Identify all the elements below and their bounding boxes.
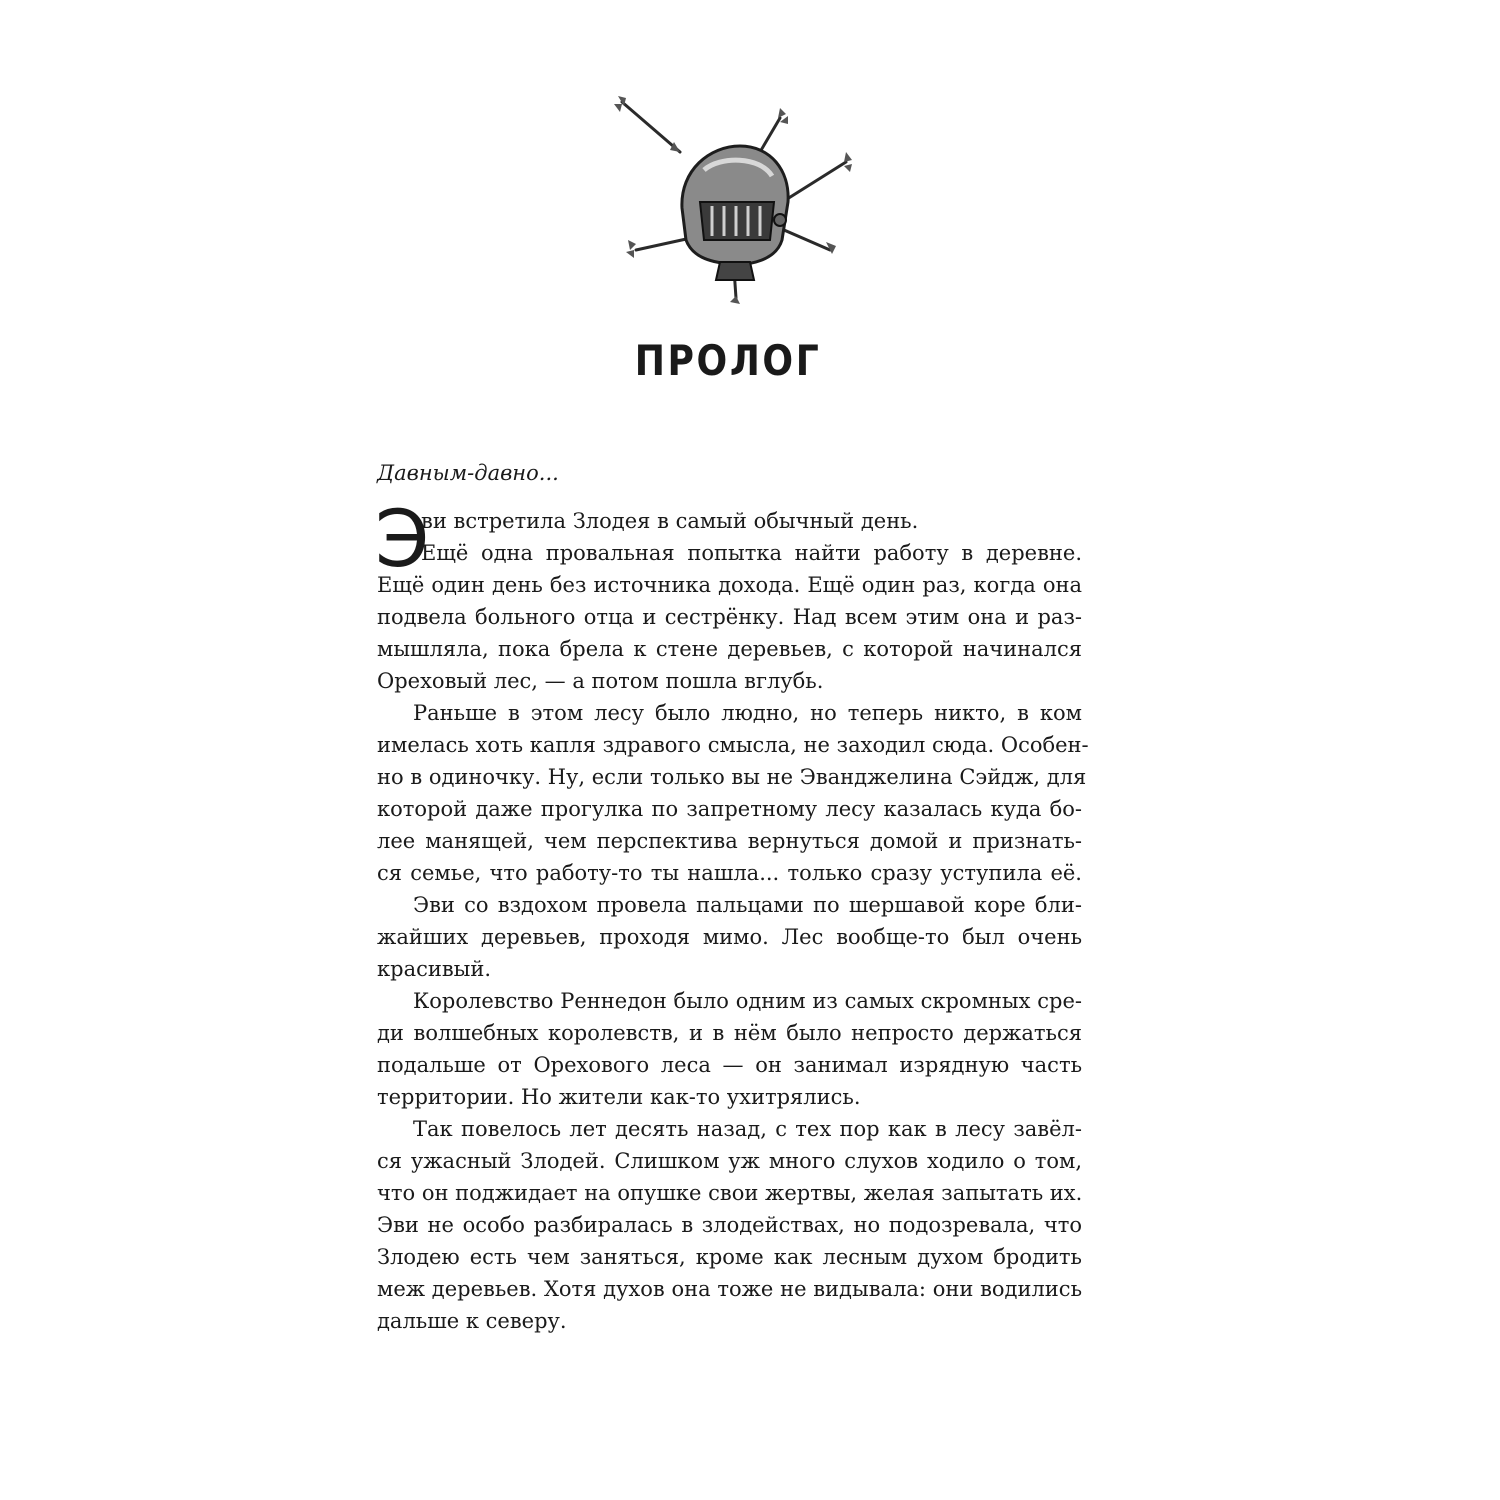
text-line: жайших деревьев, проходя мимо. Лес вообще-то был очень [377, 925, 1082, 949]
text-lines [375, 495, 1089, 1337]
text-line: Королевство Реннедон было одним из самых скромных сре- [413, 989, 1082, 1013]
text-line: ди волшебных королевств, и в нём было непросто держаться [377, 1021, 1082, 1045]
text-line: Ещё одна провальная попытка найти работу в деревне. [421, 541, 1082, 565]
text-line: Злодею есть чем заняться, кроме как лесным духом бродить [377, 1245, 1082, 1269]
paragraph-first [375, 495, 1089, 1337]
page-body [375, 457, 1089, 1337]
text-line: лее манящей, чем перспектива вернуться домой и признать- [377, 829, 1082, 853]
text-line: ся семье, что работу-то ты нашла... только сразу уступила её. [377, 861, 1082, 885]
text-line: мышляла, пока брела к стене деревьев, с которой начинался [377, 637, 1082, 661]
chapter-title: ПРОЛОГ [634, 336, 822, 385]
text-line: Эви не особо разбиралась в злодействах, но подозревала, что [377, 1213, 1082, 1237]
text-line: ся ужасный Злодей. Слишком уж много слухов ходило о том, [377, 1149, 1082, 1173]
knight-helmet-with-arrows-icon [600, 90, 860, 310]
text-line: но в одиночку. Ну, если только вы не Эванджелина Сэйдж, для [377, 765, 1087, 789]
text-line: Так повелось лет десять назад, с тех пор как в лесу завёл- [413, 1117, 1082, 1141]
text-line: красивый. [377, 957, 492, 981]
text-line: которой даже прогулка по запретному лесу казалась куда бо- [377, 797, 1082, 821]
text-line: Ещё один день без источника дохода. Ещё один раз, когда она [377, 573, 1082, 597]
text-line: имелась хоть капля здравого смысла, не заходил сюда. Особен- [377, 733, 1089, 757]
text-line: подальше от Орехового леса — он занимал изрядную часть [377, 1053, 1082, 1077]
text-line: Эви со вздохом провела пальцами по шершавой коре бли- [413, 893, 1082, 917]
text-line: дальше к северу. [377, 1309, 567, 1333]
text-line: Раньше в этом лесу было людно, но теперь никто, в ком [413, 701, 1082, 725]
text-line: меж деревьев. Хотя духов она тоже не видывала: они водились [377, 1277, 1082, 1301]
text-line: Ореховый лес, — а потом пошла вглубь. [377, 669, 824, 693]
text-line: что он поджидает на опушке свои жертвы, желая запытать их. [377, 1181, 1083, 1205]
dropcap-letter: Э [375, 495, 430, 585]
epigraph: Давным-давно... [377, 461, 559, 485]
text-line: подвела больного отца и сестрёнку. Над всем этим она и раз- [377, 605, 1082, 629]
text-line: ви встретила Злодея в самый обычный день. [421, 509, 919, 533]
text-line: территории. Но жители как-то ухитрялись. [377, 1085, 861, 1109]
